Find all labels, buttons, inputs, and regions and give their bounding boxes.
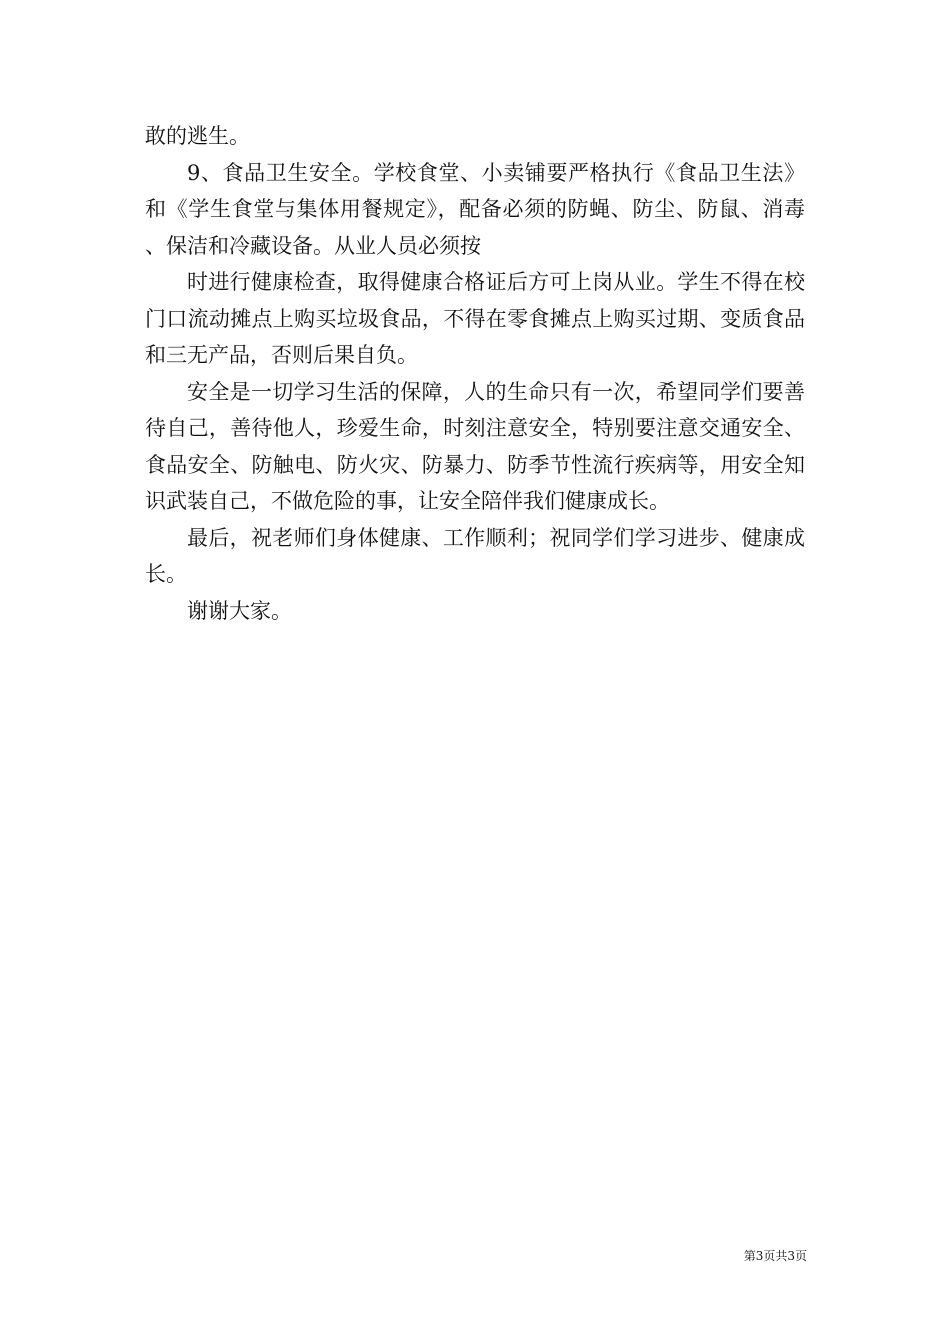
document-body [145,118,805,629]
paragraph-5: 最后，祝老师们身体健康、工作顺利；祝同学们学习进步、健康成长。 [145,525,805,586]
paragraph-6: 谢谢大家。 [187,598,292,623]
paragraph-2: 9、食品卫生安全。学校食堂、小卖铺要严格执行《食品卫生法》和《学生食堂与集体用餐规定》，配备必须的防蝇、防尘、防鼠、消毒、保洁和冷藏设备。从业人员必须按 [145,160,805,258]
page-number-footer: 第3页共3页 [743,1249,807,1263]
paragraph-1: 敢的逃生。 [145,124,250,148]
paragraph-3: 时进行健康检查，取得健康合格证后方可上岗从业。学生不得在校门口流动摊点上购买垃圾食品，不得在零食摊点上购买过期、变质食品和三无产品，否则后果自负。 [145,270,805,367]
paragraph-4: 安全是一切学习生活的保障，人的生命只有一次，希望同学们要善待自己，善待他人，珍爱生命，时刻注意安全，特别要注意交通安全、食品安全、防触电、防火灾、防暴力、防季节性流行疾病等，用安全知识武装自己，不做危险的事，让安全陪伴我们健康成长。 [145,379,805,513]
